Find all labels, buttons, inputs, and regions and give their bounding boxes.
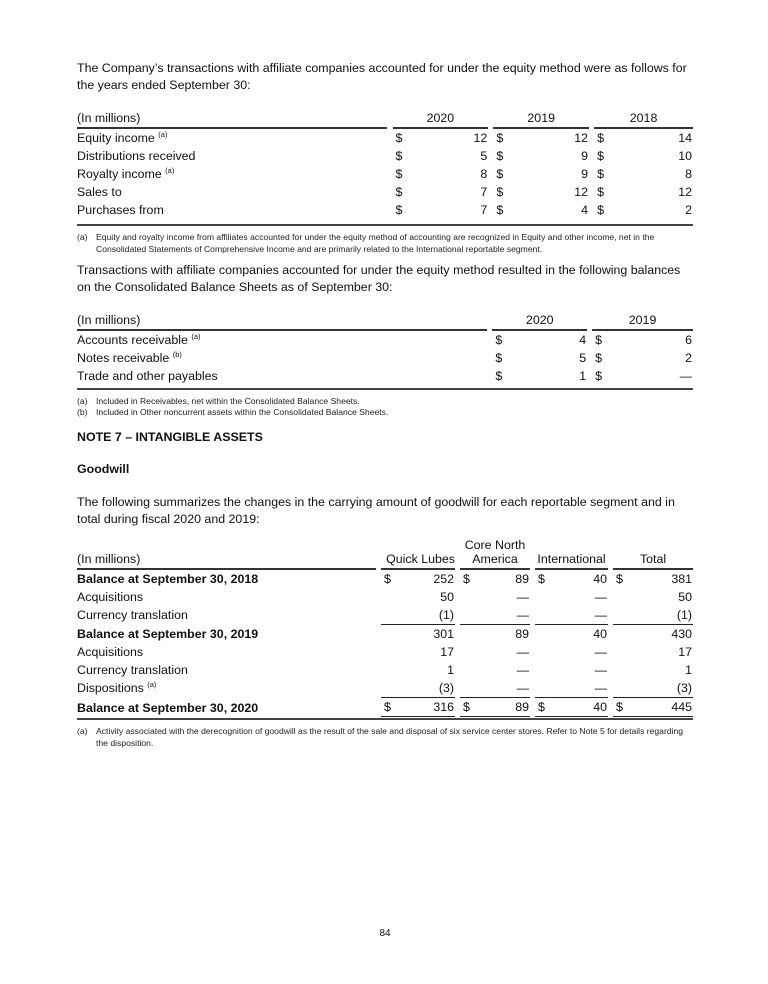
row-label: Royalty income bbox=[77, 167, 162, 181]
cell-value: 17 bbox=[678, 645, 693, 659]
currency-symbol: $ bbox=[595, 369, 603, 383]
cell-value: 4 bbox=[581, 203, 589, 217]
row-label: Dispositions bbox=[77, 681, 144, 696]
cell-value: 8 bbox=[480, 167, 488, 181]
currency-symbol: $ bbox=[496, 149, 504, 163]
page-number: 84 bbox=[379, 928, 391, 939]
footnote-ref: (a) bbox=[147, 680, 157, 690]
footnote-ref: (b) bbox=[172, 350, 182, 359]
currency-symbol: $ bbox=[495, 351, 503, 365]
row-label: Balance at September 30, 2018 bbox=[77, 572, 259, 586]
footnote-text: Included in Receivables, net within the Consolidated Balance Sheets. bbox=[96, 396, 360, 406]
cell-value: 2 bbox=[685, 351, 692, 365]
row-label: Equity income bbox=[77, 131, 155, 145]
footnote-ref: (a) bbox=[191, 332, 201, 341]
cell-value: 12 bbox=[574, 185, 589, 199]
footnote-text: Equity and royalty income from affiliates accounted for under the equity method of accounting are recognized in Equity and other income, net in the Consolidated Statements of Comprehensive Income and are primarily related to the International reportable segment. bbox=[96, 232, 655, 254]
currency-symbol: $ bbox=[395, 131, 403, 145]
header-col-2019: 2019 bbox=[493, 107, 589, 128]
currency-symbol: $ bbox=[496, 131, 504, 145]
currency-symbol: $ bbox=[597, 149, 605, 163]
cell-value: 12 bbox=[574, 131, 589, 145]
currency-symbol: $ bbox=[381, 698, 396, 718]
footnote-mark: (a) bbox=[77, 396, 88, 406]
footnote-text: Activity associated with the derecognition of goodwill as the result of the sale and disposal of six service center stores. Refer to Note 5 for details regarding the disposition. bbox=[96, 726, 684, 748]
row-label: Currency translation bbox=[77, 608, 188, 623]
cell-value: 4 bbox=[579, 333, 587, 347]
cell-value: 301 bbox=[396, 625, 455, 644]
goodwill-table bbox=[77, 538, 693, 719]
table-row bbox=[77, 661, 693, 679]
table-header-row bbox=[77, 107, 693, 128]
cell-value: 5 bbox=[480, 149, 488, 163]
currency-symbol: $ bbox=[395, 149, 403, 163]
cell-value: 89 bbox=[475, 625, 530, 644]
table-row bbox=[77, 588, 693, 606]
row-label: Accounts receivable bbox=[77, 333, 188, 347]
currency-symbol: $ bbox=[597, 167, 605, 181]
cell-value: 17 bbox=[440, 645, 454, 659]
row-label: Purchases from bbox=[77, 203, 164, 217]
table-row bbox=[77, 679, 693, 698]
cell-value: 445 bbox=[628, 698, 693, 718]
table-row bbox=[77, 643, 693, 661]
table-row bbox=[77, 128, 693, 147]
table-row bbox=[77, 183, 693, 201]
cell-value: — bbox=[594, 645, 608, 659]
cell-value: 1 bbox=[685, 663, 693, 677]
row-label: Trade and other payables bbox=[77, 369, 218, 383]
cell-value: 14 bbox=[678, 131, 692, 145]
table-row bbox=[77, 698, 693, 718]
header-col-2020: 2020 bbox=[492, 309, 587, 330]
goodwill-paragraph: The following summarizes the changes in the carrying amount of goodwill for each reportable segment and in total during fiscal 2020 and 2019: bbox=[77, 495, 675, 526]
footnote bbox=[77, 406, 693, 418]
currency-symbol: $ bbox=[616, 572, 623, 586]
currency-symbol: $ bbox=[496, 167, 504, 181]
note-heading: NOTE 7 – INTANGIBLE ASSETS bbox=[77, 430, 263, 444]
table-row bbox=[77, 165, 693, 183]
table-bottom-rule bbox=[77, 224, 693, 226]
header-col-core-north-america bbox=[460, 538, 530, 569]
header-label: (In millions) bbox=[77, 538, 376, 569]
cell-value: 7 bbox=[480, 185, 488, 199]
currency-symbol: $ bbox=[496, 203, 504, 217]
header-line: America bbox=[472, 552, 518, 566]
cell-value: — bbox=[679, 369, 692, 383]
currency-symbol: $ bbox=[384, 572, 391, 586]
cell-value: 1 bbox=[447, 663, 454, 677]
header-col-2019: 2019 bbox=[592, 309, 693, 330]
cell-value: 10 bbox=[678, 149, 692, 163]
header-col-quick-lubes: Quick Lubes bbox=[381, 538, 455, 569]
cell-value: (1) bbox=[676, 608, 693, 622]
table-bottom-rule bbox=[77, 388, 693, 390]
table-header-row bbox=[77, 538, 693, 569]
affiliate-balances-table bbox=[77, 309, 693, 385]
cell-value: — bbox=[516, 663, 530, 677]
header-col-2020: 2020 bbox=[393, 107, 489, 128]
currency-symbol: $ bbox=[597, 203, 605, 217]
row-label: Notes receivable bbox=[77, 351, 170, 365]
cell-value: — bbox=[516, 681, 530, 695]
cell-value: — bbox=[516, 645, 530, 659]
footnote-ref: (a) bbox=[165, 166, 175, 175]
cell-value: — bbox=[594, 681, 608, 695]
currency-symbol: $ bbox=[495, 369, 503, 383]
cell-value: 252 bbox=[433, 572, 454, 586]
table-row bbox=[77, 349, 693, 367]
currency-symbol: $ bbox=[595, 351, 603, 365]
cell-value: — bbox=[516, 590, 530, 604]
cell-value: 9 bbox=[581, 149, 589, 163]
cell-value: 9 bbox=[581, 167, 589, 181]
currency-symbol: $ bbox=[597, 131, 605, 145]
cell-value: 2 bbox=[685, 203, 692, 217]
header-label: (In millions) bbox=[77, 309, 487, 330]
table-row bbox=[77, 367, 693, 385]
currency-symbol: $ bbox=[395, 203, 403, 217]
cell-value: 40 bbox=[550, 625, 608, 644]
row-label: Currency translation bbox=[77, 663, 188, 677]
footnote bbox=[77, 725, 693, 749]
currency-symbol: $ bbox=[395, 185, 403, 199]
currency-symbol: $ bbox=[395, 167, 403, 181]
cell-value: 381 bbox=[671, 572, 693, 586]
table-row bbox=[77, 569, 693, 588]
currency-symbol: $ bbox=[460, 698, 475, 718]
cell-value: 7 bbox=[480, 203, 488, 217]
header-label: (In millions) bbox=[77, 107, 387, 128]
table-row bbox=[77, 201, 693, 219]
row-label: Distributions received bbox=[77, 149, 196, 163]
currency-symbol: $ bbox=[495, 333, 503, 347]
row-label: Balance at September 30, 2019 bbox=[77, 626, 259, 641]
cell-value: — bbox=[594, 608, 608, 622]
table-bottom-rule bbox=[77, 718, 693, 720]
cell-value: 89 bbox=[475, 698, 530, 718]
currency-symbol: $ bbox=[535, 698, 550, 718]
header-col-2018: 2018 bbox=[594, 107, 693, 128]
cell-value: — bbox=[594, 663, 608, 677]
cell-value: — bbox=[516, 608, 530, 622]
currency-symbol: $ bbox=[613, 698, 628, 718]
table-header-row bbox=[77, 309, 693, 330]
cell-value: 12 bbox=[678, 185, 692, 199]
cell-value: 40 bbox=[550, 698, 608, 718]
footnote-ref: (a) bbox=[158, 130, 168, 139]
cell-value: (3) bbox=[676, 681, 693, 695]
cell-value: 89 bbox=[515, 572, 530, 586]
cell-value: 40 bbox=[593, 572, 608, 586]
balances-paragraph: Transactions with affiliate companies accounted for under the equity method resulted in the following balances on the Consolidated Balance Sheets as of September 30: bbox=[77, 263, 681, 294]
cell-value: 8 bbox=[685, 167, 692, 181]
cell-value: 50 bbox=[440, 590, 454, 604]
table-row bbox=[77, 330, 693, 349]
currency-symbol: $ bbox=[597, 185, 605, 199]
header-col-total: Total bbox=[613, 538, 693, 569]
currency-symbol: $ bbox=[496, 185, 504, 199]
cell-value: 6 bbox=[685, 333, 692, 347]
footnote-mark: (a) bbox=[77, 726, 88, 736]
currency-symbol: $ bbox=[463, 572, 470, 586]
header-col-international: International bbox=[535, 538, 608, 569]
affiliate-transactions-table bbox=[77, 107, 693, 219]
table-row bbox=[77, 606, 693, 625]
currency-symbol: $ bbox=[595, 333, 603, 347]
cell-value: — bbox=[594, 590, 608, 604]
header-line: Core North bbox=[464, 538, 526, 552]
table-row bbox=[77, 625, 693, 644]
row-label: Balance at September 30, 2020 bbox=[77, 700, 259, 715]
cell-value: 50 bbox=[678, 590, 693, 604]
cell-value: 1 bbox=[579, 369, 587, 383]
table-row bbox=[77, 147, 693, 165]
footnote-mark: (b) bbox=[77, 407, 88, 417]
cell-value: 5 bbox=[579, 351, 587, 365]
cell-value: (1) bbox=[438, 608, 454, 622]
row-label: Sales to bbox=[77, 185, 122, 199]
goodwill-subheading: Goodwill bbox=[77, 462, 130, 476]
cell-value: 316 bbox=[396, 698, 455, 718]
footnote bbox=[77, 231, 693, 255]
intro-paragraph: The Company’s transactions with affiliate companies accounted for under the equity method were as follows for the years ended September 30: bbox=[77, 61, 687, 92]
cell-value: (3) bbox=[438, 681, 454, 695]
cell-value: 430 bbox=[628, 625, 693, 644]
footnote-text: Included in Other noncurrent assets within the Consolidated Balance Sheets. bbox=[96, 407, 389, 417]
row-label: Acquisitions bbox=[77, 645, 144, 659]
footnote-mark: (a) bbox=[77, 232, 88, 242]
row-label: Acquisitions bbox=[77, 590, 144, 604]
cell-value: 12 bbox=[473, 131, 488, 145]
currency-symbol: $ bbox=[538, 572, 545, 586]
